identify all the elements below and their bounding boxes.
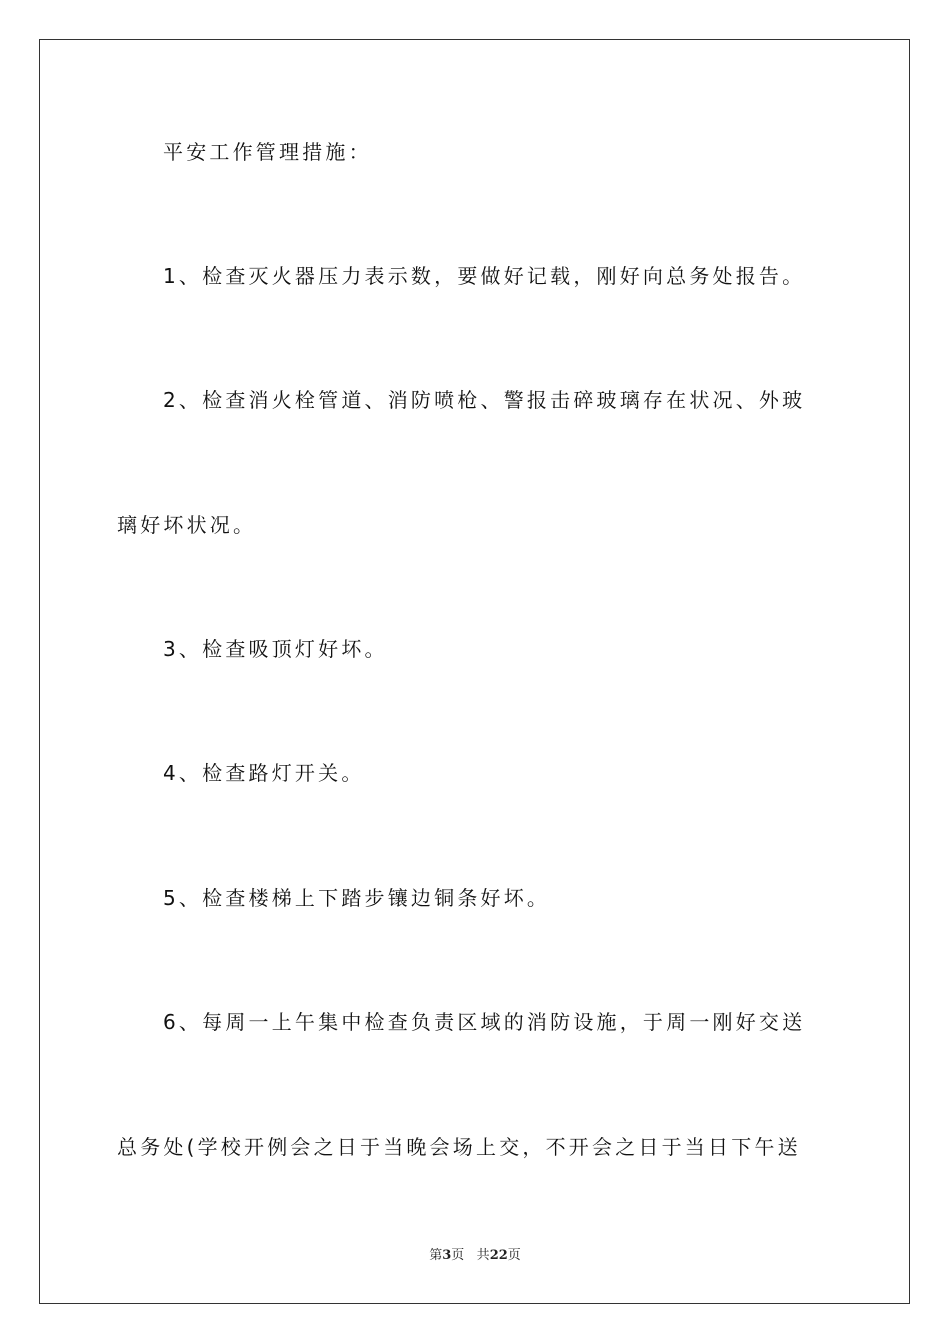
- page-footer: [0, 1247, 950, 1265]
- section-heading: 平安工作管理措施：: [163, 140, 372, 164]
- footer-page-prefix: 第: [429, 1248, 443, 1263]
- footer-page-suffix: 页: [451, 1248, 465, 1263]
- footer-page-number: 3: [442, 1248, 452, 1263]
- paragraph-line: 4、检查路灯开关。: [163, 761, 365, 785]
- page-border: [39, 39, 910, 1304]
- paragraph-line: 6、每周一上午集中检查负责区域的消防设施，于周一刚好交送: [163, 1010, 806, 1034]
- footer-total-prefix: 共: [476, 1248, 490, 1263]
- paragraph-line: 1、检查灭火器压力表示数，要做好记载，刚好向总务处报告。: [163, 264, 806, 288]
- paragraph-line: 2、检查消火栓管道、消防喷枪、警报击碎玻璃存在状况、外玻: [163, 388, 806, 412]
- paragraph-line: 总务处(学校开例会之日于当晚会场上交，不开会之日于当日下午送: [117, 1135, 801, 1159]
- paragraph-line: 3、检查吸顶灯好坏。: [163, 637, 388, 661]
- footer-total-suffix: 页: [507, 1248, 521, 1263]
- paragraph-line: 5、检查楼梯上下踏步镶边铜条好坏。: [163, 886, 551, 910]
- footer-total-pages: 22: [489, 1248, 508, 1263]
- paragraph-line: 璃好坏状况。: [117, 513, 257, 537]
